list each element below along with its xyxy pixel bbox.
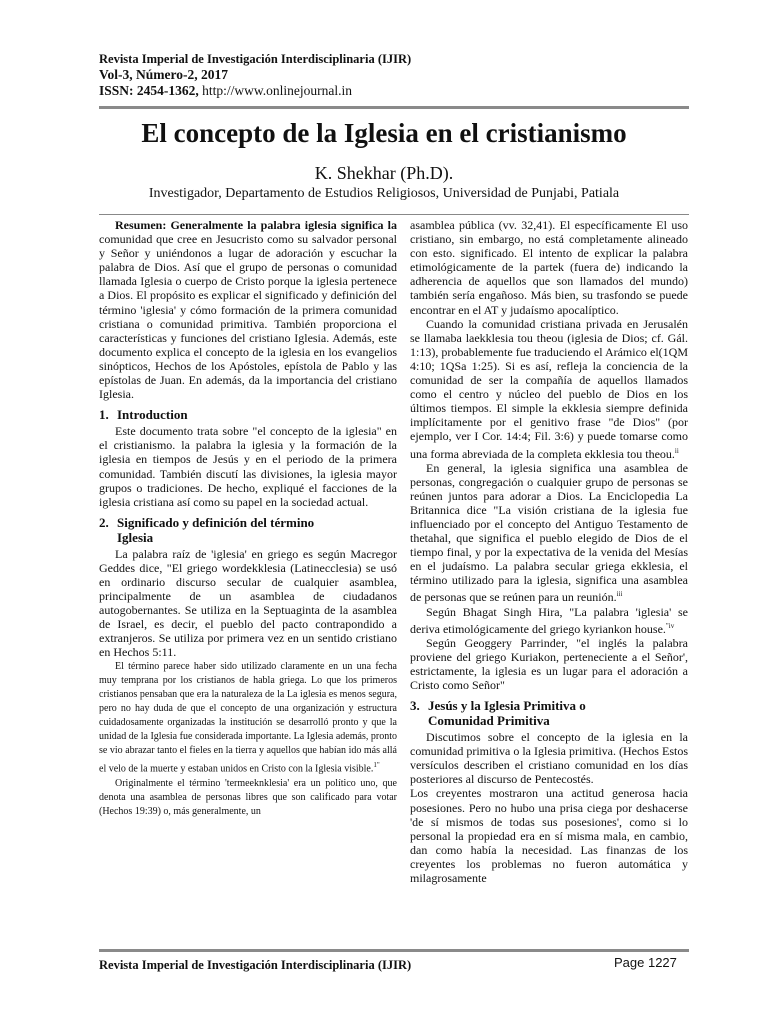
footnote-marker: 1" [373,761,380,770]
paragraph [410,461,688,605]
footer-journal: Revista Imperial de Investigación Interdisciplinaria (IJIR) [99,958,412,972]
author-affiliation: Investigador, Departamento de Estudios Religiosos, Universidad de Punjabi, Patiala [148,186,620,201]
header-rule [99,106,689,109]
paragraph-text: Según Bhagat Singh Hira, "La palabra 'iglesia' se deriva etimológicamente del griego kyriankon house. [410,604,688,636]
section-title: Significado y definición del término [117,514,315,530]
paragraph: asamblea pública (vv. 32,41). El específicamente El uso cristiano, sin embargo, no está completamente alineado con esto. significado. El intento de explicar la palabra etimológicamente de la partek (fuera de) indicando la adherencia de aquellos que son llamados del mundo) también sería engañoso. Más bien, su trasfondo se puede encontrar en el AT y judaísmo apocalíptico. [410,218,688,317]
section-2-paragraph [99,660,397,777]
issn-line [99,83,411,99]
right-column [410,218,688,885]
paragraph [410,605,688,636]
section-title-continued: Iglesia [117,529,154,545]
section-number: 1. [99,407,109,423]
journal-name: Revista Imperial de Investigación Interdisciplinaria (IJIR) [99,52,412,66]
left-column [99,218,397,819]
footer-rule [99,949,689,952]
section-1-paragraph: Este documento trata sobre "el concepto de la iglesia" en el cristianismo. la palabra la iglesia y la formación de la iglesia en tiempos de Jesús y en el periodo de la primera comunidad. También discutí las divisiones, la iglesia mayor grupos o tradiciones. De hecho, expliqué el facciones de la iglesia cristiana así como su papel en la sociedad actual. [99,424,397,509]
abstract-lead: Generalmente la palabra iglesia significa la [170,218,398,232]
abstract-label: Resumen: [115,218,167,232]
section-3-paragraph: Discutimos sobre el concepto de la iglesia en la comunidad primitiva o la Iglesia primitiva. (Hechos Estos versículos describen el cristiano comunidad en los días posteriores al discurso de Pentecostés. [410,730,688,787]
section-2-paragraph: Originalmente el término 'termeeknklesia' era un político uno, que denota una asamblea de personas libres que son calificado para votar (Hechos 19:39) o, más generalmente, un [99,777,397,817]
section-number: 3. [410,698,420,714]
journal-url[interactable]: http://www.onlinejournal.in [202,83,352,98]
section-1-heading [99,407,397,422]
author-name: K. Shekhar (Ph.D). [314,163,454,183]
footnote-marker: iii [616,590,623,599]
paragraph: Según Geoggery Parrinder, "el inglés la palabra proviene del griego Kuriakon, perteneciente a el Señor', estrictamente, la iglesia es un lugar para el adoración a Cristo como Señor" [410,635,688,692]
volume-info: Vol-3, Número-2, 2017 [99,67,228,82]
section-number: 2. [99,514,109,530]
footnote-marker: "iv [665,621,675,630]
paragraph [410,317,688,461]
issn: ISSN: 2454-1362, [99,83,199,98]
section-3-paragraph: Los creyentes mostraron una actitud generosa hacia posesiones. Pero no hubo una prisa ciega por deshacerse 'de sí mismos de todas sus posesiones', como si lo personal la propiedad era en sí misma mala, en cambio, dan como había la necesidad. Las finanzas de los creyentes los problemas no fueron automática y milagrosamente [410,786,688,886]
section-title: Introduction [117,407,188,423]
abstract [99,218,397,401]
footnote-marker: ii [674,446,679,455]
section-title: Jesús y la Iglesia Primitiva o [428,698,586,714]
title-rule [99,214,689,215]
page-number: Page 1227 [614,955,677,970]
section-title-continued: Comunidad Primitiva [428,713,550,729]
article-title: El concepto de la Iglesia en el cristianismo [141,118,627,148]
paragraph-text: Cuando la comunidad cristiana privada en Jerusalén se llamaba laekklesia tou theou (iglesia de Dios; cf. Gál. 1:13), probablemente fue traduciendo el Arámico el(1QM 4:10; 1QSa 1:25). Si es así, refleja la conciencia de la comunidad de ser la compañía de aquellos llamados como el centro y núcleo del pueblo de Dios en los últimos tiempos. El simple la ekklesia siempre definida implícitamente por el genitivo frase "de Dios" (por ejemplo, ver I Cor. 14:4; Fil. 3:6) y puede tomarse como una forma abreviada de la completa ekklesia tou theou. [410,316,688,461]
section-2-heading [99,515,397,545]
paragraph-text: En general, la iglesia significa una asamblea de personas, congregación o cualquier grupo de personas se reúnen juntos para adorar a Dios. La Enciclopedia La Britannica dice "La visión cristiana de la iglesia fue influenciado por el concepto del Antiguo Testamento de thetahal, que significa el pueblo elegido de Dios de el tiempo final, y por la expectativa de la venida del Mesías en el judaísmo. La palabra secular griega ekklesia, el término utilizado para la iglesia, significa una asamblea de personas que se reúnen para un reunión. [410,460,688,605]
paragraph-text: El término parece haber sido utilizado claramente en un una fecha muy temprana por los cristianos de habla griega. Lo que los primeros cristianos pensaban que era la naturaleza de la La iglesia es menos segura, pero no hay duda de que el concepto de una organización y estructura cuidadosamente organizadas la institución se desarrolló pronto y que la unidad de la Iglesia fue considerada importante. La Iglesia además, pronto se vio abrazar tanto el fieles en la tierra y aquellos que habían ido más allá el velo de la muerte y estaban unidos en Cristo con la Iglesia visible. [99,660,397,775]
abstract-text: comunidad que cree en Jesucristo como su salvador personal y Señor y uniéndonos a lugar de adoración y escuchar la palabra de Dios. Así que el grupo de personas o comunidad llamada Iglesia o cuerpo de Cristo porque la iglesia pertenece a Dios. El propósito es explicar el significado y definición del término 'iglesia' y cómo formación de la primera comunidad cristiana o comunidad primitiva. También proporciona el características y funciones del cristiano Iglesia. Además, este documento explica el concepto de la iglesia en los evangelios sinópticos, Hechos de los Apóstoles, epístola de Pablo y las epístolas de Juan. En además, da la importancia del cristiano Iglesia. [99,232,397,402]
section-2-paragraph: La palabra raíz de 'iglesia' en griego es según Macregor Geddes dice, "El griego wordekklesia (Latinecclesia) se usó en ordinario discurso secular de cualquier asamblea, principalmente de un asamblea de ciudadanos autogobernantes. Se utiliza en la Septuaginta de la asamblea de Israel, es decir, el pueblo del pacto contrapondido a extranjeros. Se utiliza por primera vez en un sentido cristiano en Hechos 5:11. [99,546,397,660]
section-3-heading [410,698,688,728]
journal-header [99,51,411,99]
